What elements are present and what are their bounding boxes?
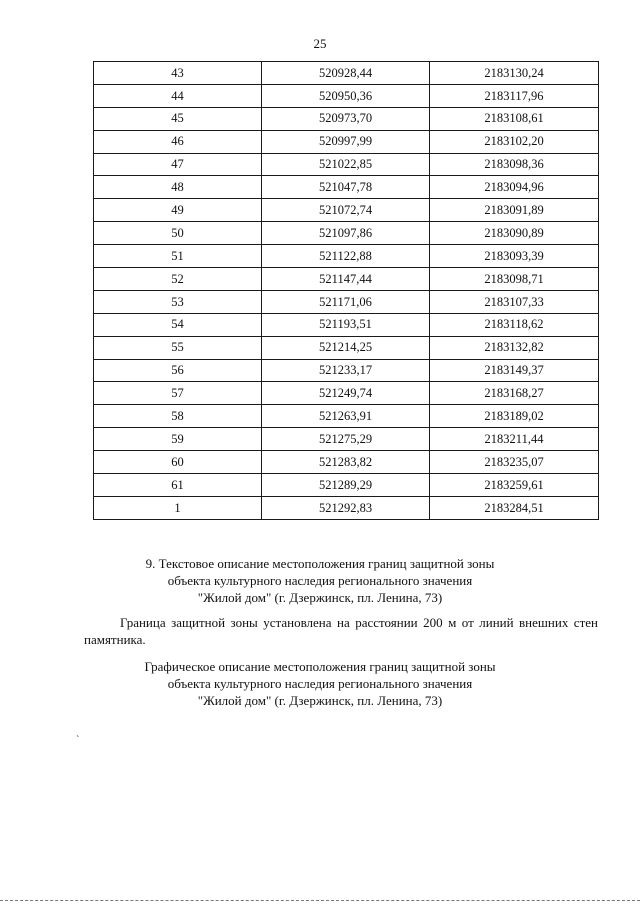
point-number-cell: 50	[94, 222, 262, 245]
x-coordinate-cell: 521283,82	[262, 451, 430, 474]
x-coordinate-cell: 521275,29	[262, 428, 430, 451]
graphic-description-line: Графическое описание местоположения границ защитной зоны	[144, 659, 496, 674]
y-coordinate-cell: 2183102,20	[430, 130, 599, 153]
y-coordinate-cell: 2183211,44	[430, 428, 599, 451]
x-coordinate-cell: 520997,99	[262, 130, 430, 153]
y-coordinate-cell: 2183168,27	[430, 382, 599, 405]
table-row	[94, 474, 599, 497]
page-number: 25	[313, 36, 327, 51]
table-row	[94, 84, 599, 107]
x-coordinate-cell: 521171,06	[262, 290, 430, 313]
boundary-paragraph: Граница защитной зоны установлена на расстоянии 200 м от линий внешних стен памятника.	[84, 615, 598, 647]
section-9-heading	[0, 555, 640, 606]
x-coordinate-cell: 521022,85	[262, 153, 430, 176]
table-row	[94, 199, 599, 222]
point-number-cell: 45	[94, 107, 262, 130]
point-number-cell: 52	[94, 268, 262, 291]
point-number-cell: 49	[94, 199, 262, 222]
y-coordinate-cell: 2183118,62	[430, 313, 599, 336]
table-row	[94, 222, 599, 245]
point-number-cell: 56	[94, 359, 262, 382]
x-coordinate-cell: 521047,78	[262, 176, 430, 199]
scan-bottom-edge	[0, 900, 640, 902]
point-number-cell: 61	[94, 474, 262, 497]
table-row	[94, 496, 599, 519]
y-coordinate-cell: 2183090,89	[430, 222, 599, 245]
y-coordinate-cell: 2183107,33	[430, 290, 599, 313]
x-coordinate-cell: 521122,88	[262, 245, 430, 268]
graphic-description-heading	[0, 658, 640, 709]
y-coordinate-cell: 2183149,37	[430, 359, 599, 382]
table-row	[94, 313, 599, 336]
table-row	[94, 428, 599, 451]
x-coordinate-cell: 521193,51	[262, 313, 430, 336]
section-9-heading-line: "Жилой дом" (г. Дзержинск, пл. Ленина, 73)	[197, 590, 443, 605]
y-coordinate-cell: 2183094,96	[430, 176, 599, 199]
x-coordinate-cell: 520973,70	[262, 107, 430, 130]
point-number-cell: 54	[94, 313, 262, 336]
point-number-cell: 58	[94, 405, 262, 428]
x-coordinate-cell: 521289,29	[262, 474, 430, 497]
point-number-cell: 47	[94, 153, 262, 176]
x-coordinate-cell: 521097,86	[262, 222, 430, 245]
point-number-cell: 43	[94, 62, 262, 85]
table-row	[94, 62, 599, 85]
y-coordinate-cell: 2183189,02	[430, 405, 599, 428]
x-coordinate-cell: 520928,44	[262, 62, 430, 85]
y-coordinate-cell: 2183098,36	[430, 153, 599, 176]
x-coordinate-cell: 521292,83	[262, 496, 430, 519]
y-coordinate-cell: 2183098,71	[430, 268, 599, 291]
x-coordinate-cell: 521263,91	[262, 405, 430, 428]
coordinates-table-body	[94, 62, 599, 520]
y-coordinate-cell: 2183108,61	[430, 107, 599, 130]
table-row	[94, 153, 599, 176]
graphic-description-line: объекта культурного наследия регионального значения	[167, 676, 473, 691]
y-coordinate-cell: 2183093,39	[430, 245, 599, 268]
y-coordinate-cell: 2183284,51	[430, 496, 599, 519]
point-number-cell: 51	[94, 245, 262, 268]
table-row	[94, 405, 599, 428]
y-coordinate-cell: 2183130,24	[430, 62, 599, 85]
y-coordinate-cell: 2183132,82	[430, 336, 599, 359]
coordinates-table	[93, 61, 599, 520]
x-coordinate-cell: 521072,74	[262, 199, 430, 222]
y-coordinate-cell: 2183259,61	[430, 474, 599, 497]
x-coordinate-cell: 521249,74	[262, 382, 430, 405]
point-number-cell: 60	[94, 451, 262, 474]
point-number-cell: 55	[94, 336, 262, 359]
point-number-cell: 59	[94, 428, 262, 451]
section-9-heading-line: 9. Текстовое описание местоположения границ защитной зоны	[145, 556, 495, 571]
table-row	[94, 176, 599, 199]
table-row	[94, 382, 599, 405]
table-row	[94, 130, 599, 153]
y-coordinate-cell: 2183091,89	[430, 199, 599, 222]
x-coordinate-cell: 521147,44	[262, 268, 430, 291]
point-number-cell: 1	[94, 496, 262, 519]
table-row	[94, 107, 599, 130]
y-coordinate-cell: 2183117,96	[430, 84, 599, 107]
point-number-cell: 48	[94, 176, 262, 199]
table-row	[94, 268, 599, 291]
point-number-cell: 44	[94, 84, 262, 107]
y-coordinate-cell: 2183235,07	[430, 451, 599, 474]
point-number-cell: 53	[94, 290, 262, 313]
table-row	[94, 290, 599, 313]
x-coordinate-cell: 520950,36	[262, 84, 430, 107]
table-row	[94, 336, 599, 359]
section-9-heading-line: объекта культурного наследия регионального значения	[167, 573, 473, 588]
table-row	[94, 359, 599, 382]
x-coordinate-cell: 521233,17	[262, 359, 430, 382]
point-number-cell: 46	[94, 130, 262, 153]
graphic-description-line: "Жилой дом" (г. Дзержинск, пл. Ленина, 73)	[197, 693, 443, 708]
stray-mark: `	[76, 735, 80, 746]
table-row	[94, 451, 599, 474]
point-number-cell: 57	[94, 382, 262, 405]
table-row	[94, 245, 599, 268]
x-coordinate-cell: 521214,25	[262, 336, 430, 359]
